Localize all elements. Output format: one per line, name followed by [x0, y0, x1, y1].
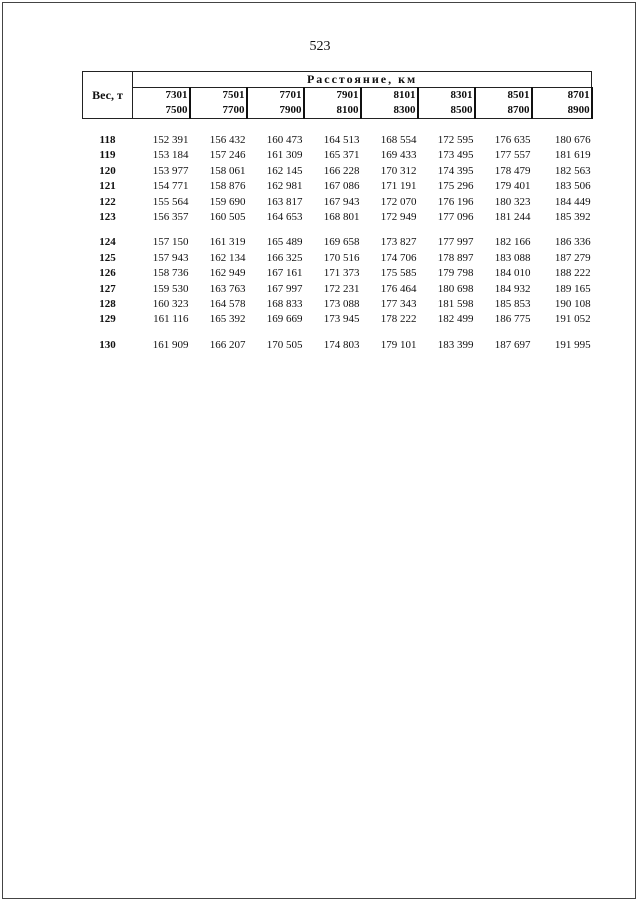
rate-cell: 183 399: [437, 338, 474, 351]
group-spacer: [83, 225, 592, 235]
table-row: [83, 133, 592, 148]
rate-cell: 167 086: [323, 180, 360, 193]
rate-cell: 178 222: [380, 313, 417, 326]
rate-cell: 184 010: [494, 267, 531, 280]
rate-cell: 159 530: [152, 282, 189, 295]
rate-cell: 172 595: [437, 134, 474, 146]
distance-range-header: [418, 88, 475, 119]
rate-cell: 161 309: [266, 149, 303, 162]
rate-cell: 173 088: [323, 298, 360, 311]
rate-cell: 157 246: [209, 149, 246, 162]
rate-cell: 178 897: [437, 251, 474, 264]
range-to: 7900: [279, 104, 302, 116]
rate-cell: 181 244: [494, 211, 531, 224]
rate-cell: 173 495: [437, 149, 474, 162]
rate-cell: 168 833: [266, 298, 303, 311]
rate-cell: 169 658: [323, 236, 360, 249]
rate-cell: 159 690: [209, 195, 246, 208]
rate-cell: 155 564: [152, 195, 189, 208]
weight-cell: 128: [99, 298, 116, 311]
rate-cell: 179 798: [437, 267, 474, 280]
table-row: [83, 179, 592, 194]
rate-cell: 161 319: [209, 236, 246, 249]
range-to: 8700: [507, 104, 530, 116]
weight-cell: 125: [99, 251, 116, 264]
range-to: 8100: [336, 104, 359, 116]
rate-cell: 166 207: [209, 338, 246, 351]
rate-cell: 158 061: [209, 164, 246, 177]
rate-cell: 177 557: [494, 149, 531, 162]
rate-cell: 156 357: [152, 211, 189, 224]
rate-cell: 158 876: [209, 180, 246, 193]
rate-cell: 162 145: [266, 164, 303, 177]
rate-cell: 188 222: [554, 267, 591, 280]
weight-cell: 123: [99, 211, 116, 224]
weight-cell: 122: [99, 195, 116, 208]
rate-cell: 174 803: [323, 338, 360, 351]
table-row: [83, 338, 592, 353]
rate-cell: 164 653: [266, 211, 303, 224]
rate-cell: 180 698: [437, 282, 474, 295]
rate-cell: 185 392: [554, 211, 591, 224]
rate-cell: 190 108: [554, 298, 591, 311]
rate-cell: 166 228: [323, 164, 360, 177]
group-spacer: [83, 328, 592, 338]
rate-cell: 175 585: [380, 267, 417, 280]
distance-range-header: [190, 88, 247, 119]
rate-cell: 180 323: [494, 195, 531, 208]
group-spacer: [83, 119, 592, 134]
range-from: 8301: [450, 89, 473, 101]
tariff-table: [82, 71, 593, 353]
range-from: 7501: [222, 89, 245, 101]
rate-cell: 186 775: [494, 313, 531, 326]
rate-cell: 162 134: [209, 251, 246, 264]
rate-cell: 185 853: [494, 298, 531, 311]
range-from: 8101: [393, 89, 416, 101]
distance-range-header: [247, 88, 304, 119]
rate-cell: 181 619: [554, 149, 591, 162]
rate-cell: 184 932: [494, 282, 531, 295]
rate-cell: 175 296: [437, 180, 474, 193]
distance-range-row: [83, 88, 592, 119]
rate-cell: 184 449: [554, 195, 591, 208]
rate-cell: 165 392: [209, 313, 246, 326]
rate-cell: 163 763: [209, 282, 246, 295]
range-from: 8701: [567, 89, 590, 101]
rate-cell: 165 489: [266, 236, 303, 249]
rate-cell: 173 945: [323, 313, 360, 326]
distance-range-header: [532, 88, 592, 119]
rate-cell: 187 697: [494, 338, 531, 351]
rate-cell: 168 801: [323, 211, 360, 224]
rate-cell: 178 479: [494, 164, 531, 177]
range-to: 8300: [393, 104, 416, 116]
rate-cell: 182 563: [554, 164, 591, 177]
rate-cell: 168 554: [380, 134, 417, 146]
weight-cell: 120: [99, 164, 116, 177]
distance-range-header: [475, 88, 532, 119]
rate-cell: 182 499: [437, 313, 474, 326]
rate-cell: 153 977: [152, 164, 189, 177]
table-row: [83, 312, 592, 327]
rate-cell: 157 150: [152, 236, 189, 249]
rate-cell: 164 578: [209, 298, 246, 311]
rate-cell: 177 096: [437, 211, 474, 224]
rate-cell: 156 432: [209, 134, 246, 146]
rate-cell: 154 771: [152, 180, 189, 193]
distance-header: Расстояние, км: [133, 72, 592, 88]
rate-cell: 177 343: [380, 298, 417, 311]
rate-cell: 166 325: [266, 251, 303, 264]
rate-cell: 177 997: [437, 236, 474, 249]
range-from: 7901: [336, 89, 359, 101]
rate-cell: 173 827: [380, 236, 417, 249]
rate-cell: 189 165: [554, 282, 591, 295]
rate-cell: 172 231: [323, 282, 360, 295]
rate-cell: 167 997: [266, 282, 303, 295]
rate-cell: 186 336: [554, 236, 591, 249]
rate-cell: 170 516: [323, 251, 360, 264]
weight-cell: 130: [99, 338, 116, 351]
rate-cell: 170 505: [266, 338, 303, 351]
rate-cell: 162 981: [266, 180, 303, 193]
rate-cell: 167 943: [323, 195, 360, 208]
table-row: [83, 195, 592, 210]
range-from: 7701: [279, 89, 302, 101]
rate-cell: 171 191: [380, 180, 417, 193]
table-row: [83, 210, 592, 225]
rate-cell: 161 116: [153, 313, 189, 326]
weight-cell: 121: [99, 180, 116, 193]
rate-cell: 183 506: [554, 180, 591, 193]
rate-cell: 169 433: [380, 149, 417, 162]
rate-cell: 152 391: [152, 134, 189, 146]
range-from: 8501: [507, 89, 530, 101]
rate-cell: 172 070: [380, 195, 417, 208]
rate-cell: 180 676: [554, 134, 591, 146]
rate-cell: 179 101: [380, 338, 417, 351]
table-row: [83, 297, 592, 312]
rate-cell: 179 401: [494, 180, 531, 193]
weight-cell: 129: [99, 313, 116, 326]
distance-range-header: [133, 88, 190, 119]
table-body: [83, 119, 592, 354]
range-to: 7700: [222, 104, 245, 116]
range-to: 8900: [567, 104, 590, 116]
rate-cell: 176 464: [380, 282, 417, 295]
table-row: [83, 235, 592, 250]
rate-cell: 158 736: [152, 267, 189, 280]
rate-cell: 164 513: [323, 134, 360, 146]
range-from: 7301: [165, 89, 188, 101]
range-to: 8500: [450, 104, 473, 116]
weight-cell: 119: [99, 149, 116, 162]
weight-cell: 126: [99, 267, 116, 280]
rate-cell: 160 505: [209, 211, 246, 224]
rate-cell: 176 196: [437, 195, 474, 208]
rate-cell: 174 395: [437, 164, 474, 177]
rate-cell: 174 706: [380, 251, 417, 264]
rate-cell: 160 323: [152, 298, 189, 311]
rate-cell: 172 949: [380, 211, 417, 224]
rate-cell: 181 598: [437, 298, 474, 311]
weight-cell: 118: [99, 134, 116, 146]
table-row: [83, 148, 592, 163]
rate-cell: 165 371: [323, 149, 360, 162]
rate-cell: 160 473: [266, 134, 303, 146]
rate-cell: 163 817: [266, 195, 303, 208]
rate-cell: 183 088: [494, 251, 531, 264]
rate-cell: 182 166: [494, 236, 531, 249]
rate-cell: 191 995: [554, 338, 591, 351]
rate-cell: 167 161: [266, 267, 303, 280]
rate-cell: 169 669: [266, 313, 303, 326]
rate-cell: 157 943: [152, 251, 189, 264]
table-row: [83, 164, 592, 179]
table-row: [83, 251, 592, 266]
table-row: [83, 266, 592, 281]
rate-cell: 187 279: [554, 251, 591, 264]
rate-cell: 191 052: [554, 313, 591, 326]
rate-cell: 176 635: [494, 134, 531, 146]
page-number: 523: [309, 39, 331, 54]
rate-cell: 170 312: [380, 164, 417, 177]
weight-column-header: Вес, т: [83, 72, 133, 119]
distance-range-header: [304, 88, 361, 119]
rate-cell: 162 949: [209, 267, 246, 280]
range-to: 7500: [165, 104, 188, 116]
rate-cell: 161 909: [152, 338, 189, 351]
rate-cell: 153 184: [152, 149, 189, 162]
weight-cell: 127: [99, 282, 116, 295]
table-row: [83, 282, 592, 297]
rate-cell: 171 373: [323, 267, 360, 280]
distance-range-header: [361, 88, 418, 119]
weight-cell: 124: [99, 236, 116, 249]
